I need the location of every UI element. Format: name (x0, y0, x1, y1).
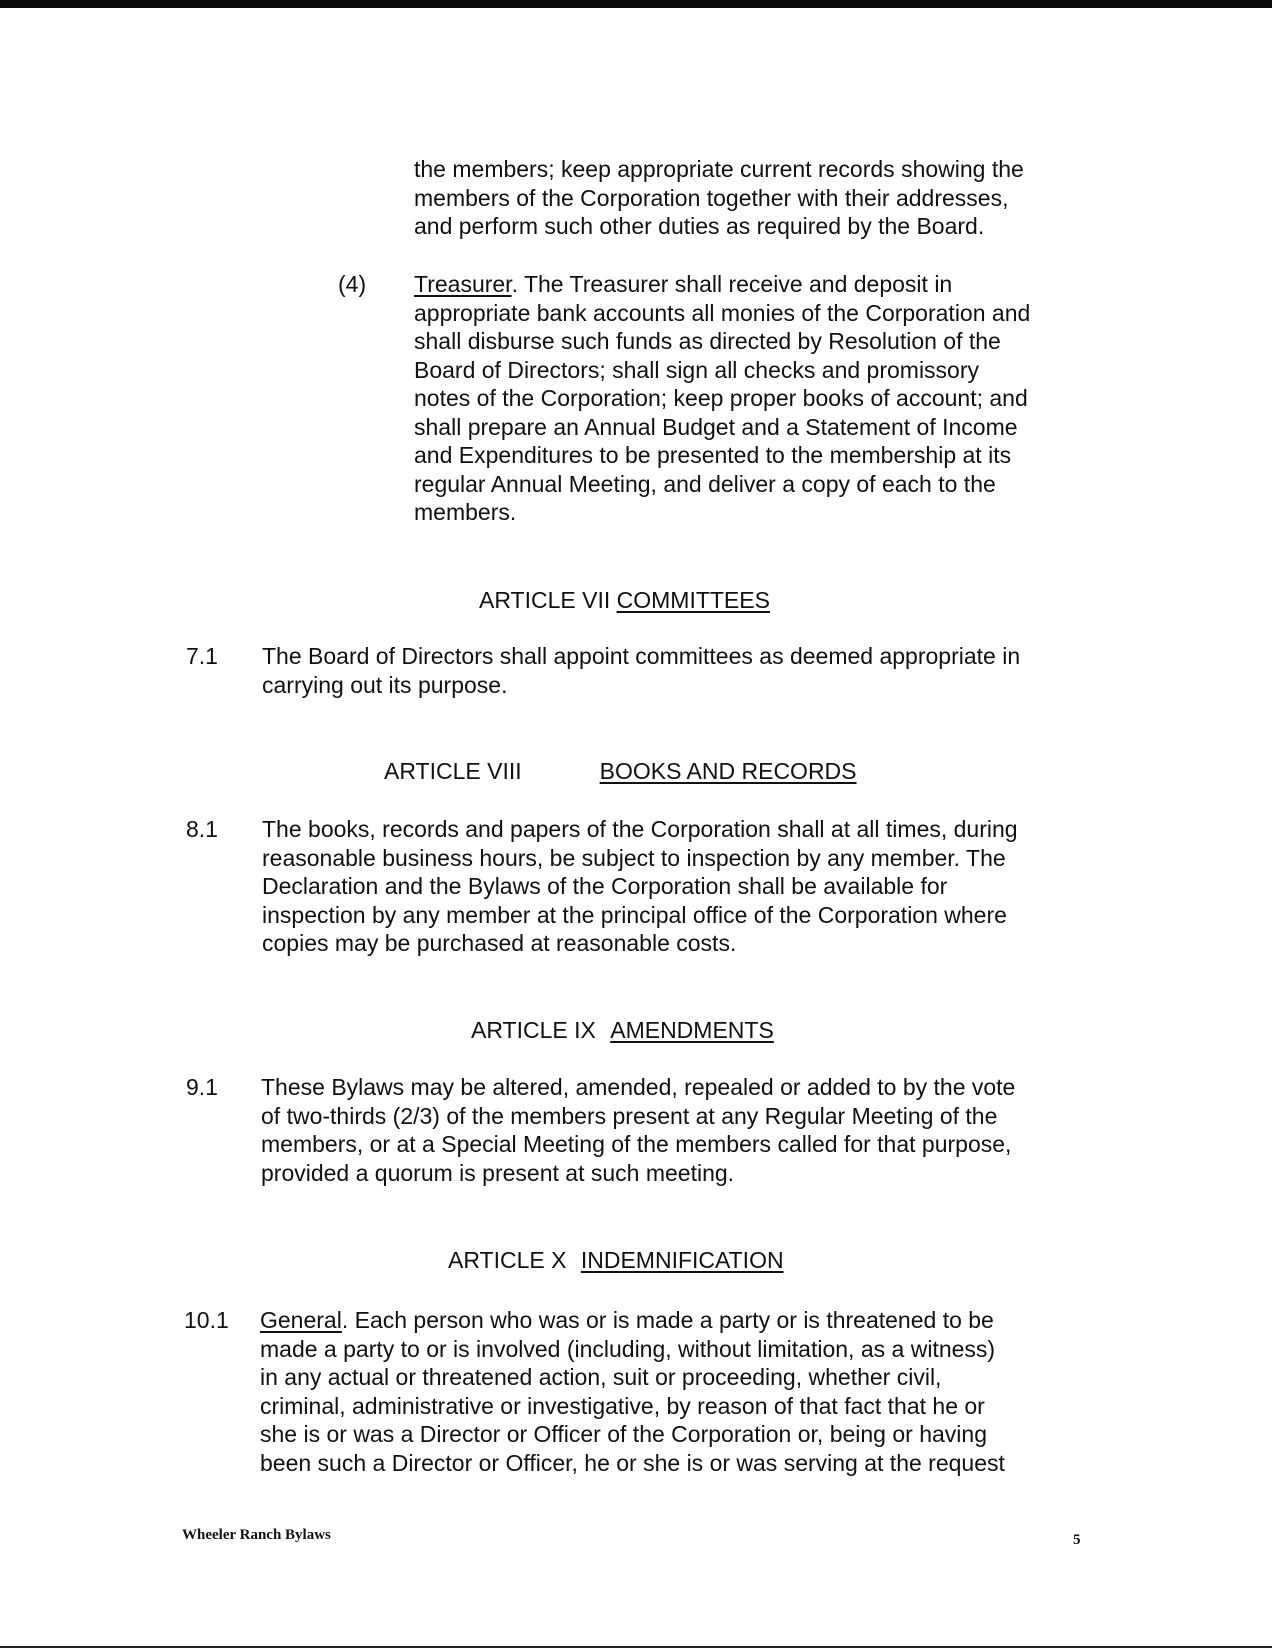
text-line: members of the Corporation together with their addresses, (414, 184, 1009, 211)
section-number: 8.1 (186, 816, 218, 842)
section-number: 10.1 (184, 1307, 229, 1333)
text-line: The books, records and papers of the Corporation shall at all times, during (262, 816, 1018, 842)
text-line: shall disburse such funds as directed by Resolution of the (414, 328, 1001, 354)
text-line: she is or was a Director or Officer of the Corporation or, being or having (260, 1421, 987, 1447)
item-number: (4) (338, 271, 367, 297)
text-line: shall prepare an Annual Budget and a Statement of Income (414, 413, 1018, 440)
text-line: been such a Director or Officer, he or she is or was serving at the request (260, 1449, 1005, 1476)
text-line: carrying out its purpose. (262, 671, 508, 698)
scan-bottom-border (0, 1646, 1272, 1648)
text-line: reasonable business hours, be subject to inspection by any member. The (262, 844, 1006, 871)
text-line: regular Annual Meeting, and deliver a copy of each to the (414, 470, 996, 497)
text-line: Board of Directors; shall sign all checks and promissory (414, 356, 980, 383)
treasurer-title: Treasurer (414, 271, 512, 297)
text-line: in any actual or threatened action, suit or proceeding, whether civil, (260, 1364, 942, 1390)
text-line: and Expenditures to be presented to the membership at its (414, 442, 1012, 468)
text-line: General. Each person who was or is made a party or is threatened to be (260, 1307, 994, 1333)
article-8-heading: ARTICLE VIII BOOKS AND RECORDS (384, 758, 857, 784)
article-8-title: BOOKS AND RECORDS (599, 758, 857, 784)
text-line: criminal, administrative or investigative, by reason of that fact that he or (260, 1392, 985, 1419)
section-10-1-subtitle: General (260, 1307, 342, 1333)
text-line: Declaration and the Bylaws of the Corporation shall be available for (262, 873, 948, 899)
section-7-1 (262, 642, 1020, 699)
text-line: members. (414, 499, 517, 525)
article-9-title: AMENDMENTS (610, 1017, 774, 1043)
text-line: provided a quorum is present at such meeting. (261, 1159, 735, 1186)
section-9-1 (261, 1073, 1015, 1187)
text-line: copies may be purchased at reasonable costs. (262, 930, 737, 956)
text-line: These Bylaws may be altered, amended, repealed or added to by the vote (261, 1074, 1016, 1100)
section-number: 9.1 (186, 1074, 218, 1100)
article-10-heading: ARTICLE X INDEMNIFICATION (448, 1247, 784, 1273)
article-7-heading: ARTICLE VII COMMITTEES (479, 587, 770, 613)
text-line: made a party to or is involved (including, without limitation, as a witness) (260, 1335, 996, 1362)
article-7-title: COMMITTEES (616, 587, 770, 613)
text-line: of two-thirds (2/3) of the members present at any Regular Meeting of the (261, 1102, 998, 1129)
article-9-heading: ARTICLE IX AMENDMENTS (471, 1017, 774, 1043)
text-line: inspection by any member at the principal office of the Corporation where (262, 901, 1007, 928)
text-line: the members; keep appropriate current records showing the (414, 156, 1024, 182)
text-line: members, or at a Special Meeting of the members called for that purpose, (261, 1131, 1012, 1157)
section-8-1 (262, 815, 1018, 958)
page-number: 5 (1073, 1532, 1081, 1548)
footer-title: Wheeler Ranch Bylaws (182, 1527, 331, 1543)
article-10-title: INDEMNIFICATION (580, 1247, 784, 1273)
text-line: The Board of Directors shall appoint committees as deemed appropriate in (262, 643, 1021, 669)
section-number: 7.1 (186, 643, 218, 669)
section-10-1 (260, 1306, 1005, 1477)
secretary-continuation (414, 155, 1024, 241)
text-line: notes of the Corporation; keep proper books of account; and (414, 385, 1028, 411)
text-line: Treasurer. The Treasurer shall receive and deposit in (414, 271, 953, 297)
text-line: appropriate bank accounts all monies of the Corporation and (414, 299, 1031, 326)
text-line: and perform such other duties as required by the Board. (414, 213, 985, 239)
treasurer-paragraph (414, 270, 1030, 527)
